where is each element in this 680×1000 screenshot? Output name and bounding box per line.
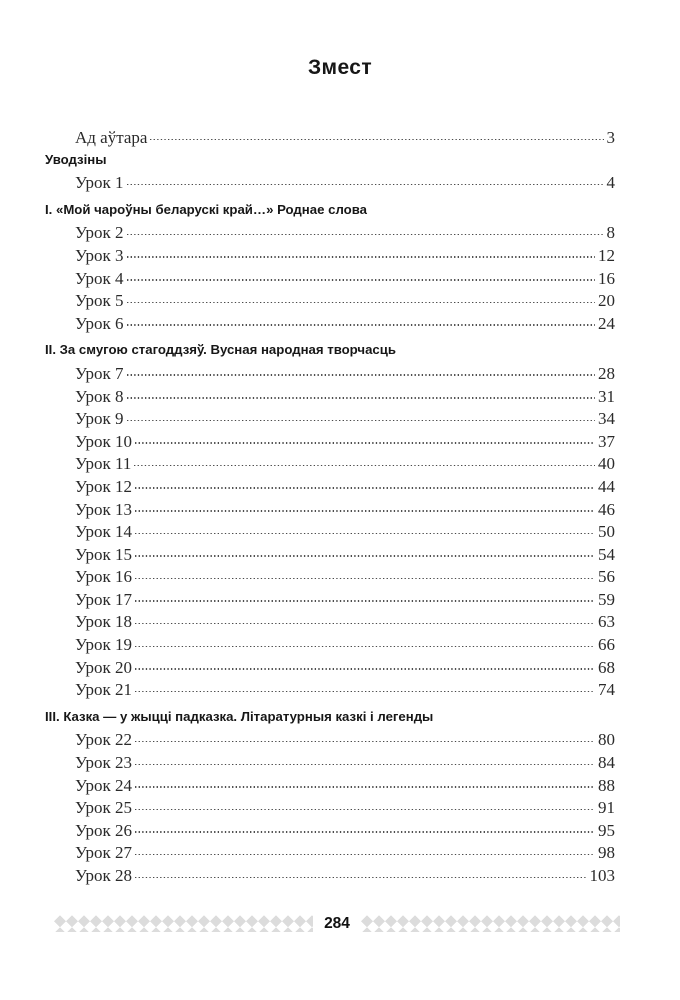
toc-dot-leader (127, 267, 595, 284)
toc-entry-label: Урок 17 (75, 589, 133, 609)
toc-entry-label: Урок 24 (75, 775, 133, 795)
toc-entry-page-number: 74 (598, 680, 615, 700)
toc-entry[interactable] (45, 819, 615, 842)
toc-entry-label: Урок 21 (75, 680, 133, 700)
toc-entry-list (45, 221, 615, 334)
toc-entry[interactable] (45, 633, 615, 656)
toc-section-heading: II. За смугою стагоддзяў. Вусная народная творчасць (45, 342, 396, 358)
folio-page-number: 284 (313, 915, 361, 932)
toc-entry-label: Урок 13 (75, 499, 133, 519)
toc-entry[interactable] (45, 864, 615, 887)
toc-entry[interactable] (45, 841, 615, 864)
toc-entry[interactable] (45, 452, 615, 475)
toc-entry-page-number: 24 (598, 313, 615, 333)
toc-entry[interactable] (45, 520, 615, 543)
toc-entry-page-number: 66 (598, 635, 615, 655)
table-of-contents (45, 126, 615, 887)
toc-section-heading: III. Казка — у жыцці падказка. Літаратурныя казкі і легенды (45, 708, 434, 724)
toc-entry-label: Урок 16 (75, 567, 133, 587)
toc-entry[interactable] (45, 565, 615, 588)
toc-dot-leader (127, 312, 595, 329)
toc-entry-page-number: 91 (598, 798, 615, 818)
toc-entry[interactable] (45, 244, 615, 267)
toc-entry-label: Ад аўтара (75, 128, 148, 147)
toc-entry[interactable] (45, 267, 615, 290)
toc-dot-leader (135, 475, 595, 492)
toc-dot-leader (135, 610, 595, 627)
toc-dot-leader (134, 452, 595, 469)
toc-entry-page-number: 31 (598, 386, 615, 406)
toc-entry-label: Урок 27 (75, 843, 133, 863)
toc-entry-page-number: 34 (598, 409, 615, 429)
toc-entry-list (45, 362, 615, 701)
toc-entry-page-number: 12 (598, 245, 615, 265)
toc-entry-label: Урок 22 (75, 730, 133, 750)
toc-entry-page-number: 56 (598, 567, 615, 587)
toc-entry[interactable] (45, 498, 615, 521)
toc-dot-leader (135, 864, 586, 881)
toc-entry-page-number: 88 (598, 775, 615, 795)
toc-entry-label: Урок 2 (75, 223, 124, 243)
toc-section (45, 706, 615, 887)
toc-entry[interactable] (45, 656, 615, 679)
toc-dot-leader (135, 678, 595, 695)
toc-entry[interactable] (45, 475, 615, 498)
toc-entry[interactable] (45, 385, 615, 408)
toc-entry-label: Урок 8 (75, 386, 124, 406)
toc-entry[interactable] (45, 407, 615, 430)
toc-entry-page-number: 84 (598, 753, 615, 773)
toc-entry-label: Урок 19 (75, 635, 133, 655)
toc-entry-label: Урок 5 (75, 291, 124, 311)
toc-entry[interactable] (45, 588, 615, 611)
toc-entry-page-number: 95 (598, 820, 615, 840)
toc-dot-leader (127, 362, 595, 379)
toc-entry-label: Урок 12 (75, 476, 133, 496)
toc-entry[interactable] (45, 774, 615, 797)
page-title: Змест (307, 56, 373, 79)
toc-dot-leader (127, 385, 595, 402)
toc-entry-label: Урок 3 (75, 245, 124, 265)
toc-entry-label: Урок 10 (75, 431, 133, 451)
toc-dot-leader (135, 520, 595, 537)
toc-entry-page-number: 50 (598, 522, 615, 542)
toc-section-heading: I. «Мой чароўны беларускі край…» Роднае слова (45, 201, 367, 217)
toc-entry-label: Урок 23 (75, 753, 133, 773)
toc-section (45, 126, 615, 149)
toc-entry-label: Урок 25 (75, 798, 133, 818)
toc-entry[interactable] (45, 751, 615, 774)
toc-entry-page-number: 8 (606, 223, 615, 243)
toc-entry-page-number: 16 (598, 268, 615, 288)
toc-entry-page-number: 20 (598, 291, 615, 311)
toc-dot-leader (127, 244, 595, 261)
toc-entry-page-number: 63 (598, 612, 615, 632)
toc-section-heading: Уводзіны (45, 151, 107, 167)
toc-dot-leader (135, 656, 595, 673)
toc-entry-page-number: 4 (606, 173, 615, 193)
toc-entry[interactable] (45, 430, 615, 453)
toc-dot-leader (135, 430, 595, 447)
toc-entry-page-number: 28 (598, 363, 615, 383)
toc-entry-page-number: 3 (606, 128, 615, 147)
toc-entry[interactable] (45, 312, 615, 335)
ornament-band-right (361, 915, 620, 932)
toc-entry-list (45, 171, 615, 194)
toc-entry[interactable] (45, 171, 615, 194)
toc-entry-page-number: 68 (598, 657, 615, 677)
toc-entry[interactable] (45, 543, 615, 566)
toc-entry[interactable] (45, 796, 615, 819)
toc-section (45, 199, 615, 335)
toc-entry-page-number: 46 (598, 499, 615, 519)
toc-dot-leader (135, 498, 595, 515)
toc-section (45, 339, 615, 701)
toc-entry-page-number: 80 (598, 730, 615, 750)
toc-entry[interactable] (45, 610, 615, 633)
toc-dot-leader (135, 841, 595, 858)
toc-dot-leader (127, 221, 604, 238)
toc-entry-label: Урок 11 (75, 454, 132, 474)
toc-dot-leader (150, 126, 603, 143)
toc-entry-label: Урок 9 (75, 409, 124, 429)
toc-entry[interactable] (45, 362, 615, 385)
toc-dot-leader (135, 588, 595, 605)
toc-entry-label: Урок 14 (75, 522, 133, 542)
toc-dot-leader (127, 289, 595, 306)
toc-dot-leader (127, 171, 604, 188)
toc-dot-leader (135, 633, 595, 650)
toc-entry-label: Урок 1 (75, 173, 124, 193)
toc-dot-leader (135, 774, 595, 791)
toc-entry-label: Урок 26 (75, 820, 133, 840)
toc-entry-label: Урок 6 (75, 313, 124, 333)
toc-entry[interactable] (45, 678, 615, 701)
toc-entry-page-number: 44 (598, 476, 615, 496)
toc-entry[interactable] (45, 289, 615, 312)
toc-entry-page-number: 98 (598, 843, 615, 863)
toc-entry-list (45, 728, 615, 886)
toc-entry-page-number: 54 (598, 544, 615, 564)
toc-entry-page-number: 40 (598, 454, 615, 474)
toc-entry-label: Урок 18 (75, 612, 133, 632)
page-footer (54, 914, 620, 932)
toc-dot-leader (135, 728, 595, 745)
toc-entry-label: Урок 20 (75, 657, 133, 677)
ornament-band-left (54, 915, 313, 932)
toc-entry-label: Урок 7 (75, 363, 124, 383)
toc-entry[interactable] (45, 728, 615, 751)
toc-dot-leader (127, 407, 595, 424)
toc-entry-page-number: 59 (598, 589, 615, 609)
toc-entry-label: Урок 28 (75, 866, 133, 885)
toc-entry-page-number: 103 (589, 866, 615, 885)
toc-dot-leader (135, 796, 595, 813)
toc-entry[interactable] (45, 221, 615, 244)
toc-dot-leader (135, 819, 595, 836)
toc-entry-page-number: 37 (598, 431, 615, 451)
toc-dot-leader (135, 565, 595, 582)
toc-dot-leader (135, 543, 595, 560)
toc-entry-label: Урок 15 (75, 544, 133, 564)
toc-entry-list (45, 126, 615, 149)
toc-dot-leader (135, 751, 595, 768)
toc-entry-label: Урок 4 (75, 268, 124, 288)
toc-entry[interactable] (45, 126, 615, 149)
toc-section (45, 149, 615, 194)
